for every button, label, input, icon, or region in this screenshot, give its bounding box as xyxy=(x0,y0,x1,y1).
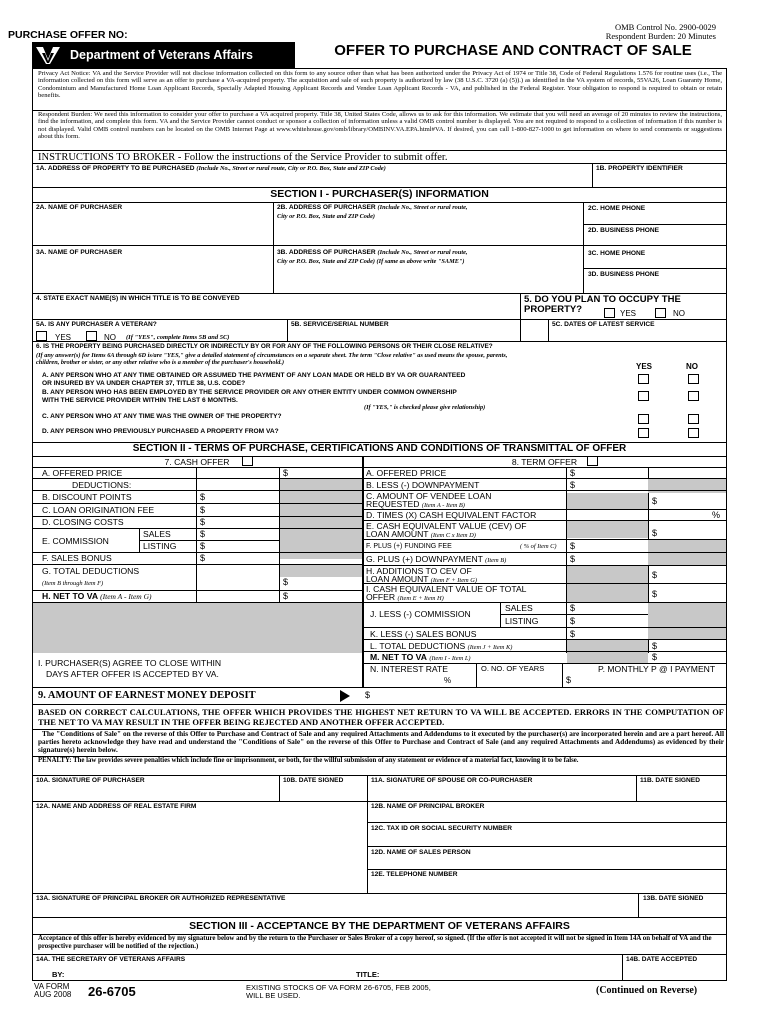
term-l-dollar: $ xyxy=(652,641,658,651)
occupy-yes-checkbox[interactable] xyxy=(604,308,615,318)
cash-h-label: H. NET TO VA (Item A - Item G) xyxy=(42,591,152,601)
term-j-listing-dollar: $ xyxy=(570,616,576,626)
item-6a-no-checkbox[interactable] xyxy=(688,374,699,384)
term-d-percent: % xyxy=(712,510,721,520)
item-5-label: 5. DO YOU PLAN TO OCCUPY THE PROPERTY? xyxy=(524,294,681,315)
term-i-dollar: $ xyxy=(652,589,658,599)
omb-control: OMB Control No. 2900-0029 xyxy=(614,22,716,32)
existing-stocks-note: EXISTING STOCKS OF VA FORM 26-6705, FEB 2005, WILL BE USED. xyxy=(246,983,431,1000)
arrow-right-icon xyxy=(340,690,350,702)
term-k-dollar: $ xyxy=(570,629,576,639)
item-6-hint-2: children, brother or sister, or any other relative who is a member of the purchaser's household.) xyxy=(36,359,285,366)
item-6b-label: B. ANY PERSON WHO HAS BEEN EMPLOYED BY THE SERVICE PROVIDER OR ANY OTHER ENTITY UNDER COMMON OWNERSHIP WITH THE SERVICE PROVIDER WITHIN THE LAST 6 MONTHS. xyxy=(42,389,457,404)
term-d-label: D. TIMES (X) CASH EQUIVALENT FACTOR xyxy=(366,510,537,520)
item-6d-yes-checkbox[interactable] xyxy=(638,428,649,438)
term-c-dollar: $ xyxy=(652,496,658,506)
veteran-no-label: NO xyxy=(104,333,116,342)
term-b-label: B. LESS (-) DOWNPAYMENT xyxy=(366,480,480,490)
cash-a-dollar: $ xyxy=(283,468,289,478)
privacy-notice: Privacy Act Notice: VA and the Service Provider will not disclose information collected on this form to any source other than what has been authorized under the Privacy Act of 1974 or Title 38, Code of Federal Regulations 1.576 for routine uses (i.e., The information collected on this form will serve as an offer to purchase a VA-acquired property. The acquisition and sale of such property is authorized by law (38 U.S.C. 3720 (a) (5)).) as identified in the VA system of records, 55VA26, Loan Guaranty Home, Condominium and Manufactured Home Loan Applicant Records, Specially Adapted Housing Applicant Records and Vendee Loan Applicant Records - VA, and published in the Federal Register. Your obligation to respond is required to obtain or retain benefits. xyxy=(38,70,722,100)
item-13a-label: 13A. SIGNATURE OF PRINCIPAL BROKER OR AUTHORIZED REPRESENTATIVE xyxy=(36,895,286,902)
cash-a-label: A. OFFERED PRICE xyxy=(42,468,123,478)
term-c-label: C. AMOUNT OF VENDEE LOAN REQUESTED (Item A - Item B) xyxy=(366,491,492,509)
term-a-label: A. OFFERED PRICE xyxy=(366,468,447,478)
term-p-label: P. MONTHLY P @ I PAYMENT xyxy=(598,664,716,674)
cash-c-dollar: $ xyxy=(200,505,206,515)
term-f-hint: ( % of Item C) xyxy=(520,543,557,550)
item-5b-label: 5B. SERVICE/SERIAL NUMBER xyxy=(291,321,389,328)
term-i-label: I. CASH EQUIVALENT VALUE OF TOTAL OFFER (Item E + Item H) xyxy=(366,584,527,602)
item-12a-label: 12A. NAME AND ADDRESS OF REAL ESTATE FIRM xyxy=(36,803,197,810)
term-j-sales-dollar: $ xyxy=(570,603,576,613)
cash-b-label: B. DISCOUNT POINTS xyxy=(42,492,132,502)
respondent-burden: Respondent Burden: 20 Minutes xyxy=(605,31,716,41)
occupy-yes-label: YES xyxy=(620,309,637,318)
item-10a-label: 10A. SIGNATURE OF PURCHASER xyxy=(36,777,145,784)
cash-d-label: D. CLOSING COSTS xyxy=(42,517,124,527)
item-2d-label: 2D. BUSINESS PHONE xyxy=(588,227,660,234)
item-5c-label: 5C. DATES OF LATEST SERVICE xyxy=(552,321,655,328)
term-b-dollar: $ xyxy=(570,480,576,490)
item-4-label: 4. STATE EXACT NAME(S) IN WHICH TITLE IS TO BE CONVEYED xyxy=(36,295,240,302)
cash-f-dollar: $ xyxy=(200,553,206,563)
earnest-money-label: 9. AMOUNT OF EARNEST MONEY DEPOSIT xyxy=(38,690,256,701)
term-j-listing: LISTING xyxy=(505,616,539,626)
cash-d-dollar: $ xyxy=(200,517,206,527)
term-g-dollar: $ xyxy=(570,554,576,564)
cash-shade-2 xyxy=(33,602,362,653)
item-6-label: 6. IS THE PROPERTY BEING PURCHASED DIRECTLY OR INDIRECTLY BY OR FOR ANY OF THE FOLLOWING PERSONS OR THEIR CLOSE RELATIVE? xyxy=(36,343,493,350)
item-6d-label: D. ANY PERSON WHO PREVIOUSLY PURCHASED A PROPERTY FROM VA? xyxy=(42,428,279,435)
item-5a-hint: (If "YES", complete Items 5B and 5C) xyxy=(126,334,230,341)
item-3b-label: 3B. ADDRESS OF PURCHASER (Include No., Street or rural route, City or P.O. Box, State and ZIP Code) (If same as above write "SAME") xyxy=(277,249,468,265)
item-14a-label: 14A. THE SECRETARY OF VETERANS AFFAIRS xyxy=(36,956,186,963)
conditions-notice: The "Conditions of Sale" on the reverse of this Offer to Purchase and Contract of Sale and any required Attachments and Addendums to it executed by the purchaser(s) are incorporated herein and are a part hereof. All parties hereto acknowledge they have read and understand the "Conditions of Sale" on the reverse of this Offer to Purchase and Contract of Sale (and any required Attachments and Addendums) as evidenced by their signature(s) herein below. xyxy=(38,729,724,754)
cash-g-dollar: $ xyxy=(283,577,289,587)
term-shade-c xyxy=(567,493,648,509)
cash-h-dollar: $ xyxy=(283,591,289,601)
cash-shade-3 xyxy=(279,565,362,577)
term-p-dollar: $ xyxy=(566,675,572,685)
item-12e-label: 12E. TELEPHONE NUMBER xyxy=(371,871,458,878)
cash-deductions-label: DEDUCTIONS: xyxy=(72,480,132,490)
form-title: OFFER TO PURCHASE AND CONTRACT OF SALE xyxy=(334,42,692,59)
item-11a-label: 11A. SIGNATURE OF SPOUSE OR CO-PURCHASER xyxy=(371,777,533,784)
cash-c-label: C. LOAN ORIGINATION FEE xyxy=(42,505,155,515)
item-6-no-header: NO xyxy=(686,362,698,371)
term-shade-lm xyxy=(567,640,648,664)
term-f-dollar: $ xyxy=(570,541,576,551)
va-form-id: VA FORM AUG 2008 xyxy=(34,982,72,999)
item-12b-label: 12B. NAME OF PRINCIPAL BROKER xyxy=(371,803,485,810)
term-l-label: L. TOTAL DEDUCTIONS (Item J + Item K) xyxy=(370,641,513,651)
cash-e-sales: SALES xyxy=(143,529,171,539)
term-h-dollar: $ xyxy=(652,570,658,580)
omb-block xyxy=(516,23,716,41)
item-3a-label: 3A. NAME OF PURCHASER xyxy=(36,249,123,256)
item-6c-yes-checkbox[interactable] xyxy=(638,414,649,424)
item-13b-label: 13B. DATE SIGNED xyxy=(643,895,704,902)
item-12c-label: 12C. TAX ID OR SOCIAL SECURITY NUMBER xyxy=(371,825,513,832)
item-12d-label: 12D. NAME OF SALES PERSON xyxy=(371,849,471,856)
cash-e-label: E. COMMISSION xyxy=(42,536,109,546)
broker-instructions: INSTRUCTIONS TO BROKER - Follow the instructions of the Service Provider to submit offer. xyxy=(38,152,448,163)
occupy-no-label: NO xyxy=(673,309,685,318)
purchase-offer-label: PURCHASE OFFER NO: xyxy=(8,29,128,41)
item-6b-yes-checkbox[interactable] xyxy=(638,391,649,401)
veteran-yes-label: YES xyxy=(55,333,72,342)
item-1b-label: 1B. PROPERTY IDENTIFIER xyxy=(596,165,683,172)
term-g-label: G. PLUS (+) DOWNPAYMENT (Item B) xyxy=(366,554,507,564)
term-shade-e xyxy=(567,520,648,538)
term-f-label: F. PLUS (+) FUNDING FEE xyxy=(366,543,452,550)
close-within-label: I. PURCHASER(S) AGREE TO CLOSE WITHIN DAYS AFTER OFFER IS ACCEPTED BY VA. xyxy=(38,658,222,679)
item-6-yes-header: YES xyxy=(636,362,653,371)
term-e-dollar: $ xyxy=(652,528,658,538)
item-2c-label: 2C. HOME PHONE xyxy=(588,205,646,212)
cash-e-sales-dollar: $ xyxy=(200,529,206,539)
term-o-label: O. NO. OF YEARS xyxy=(481,664,545,673)
cash-g-hint: (Item B through Item F) xyxy=(42,580,104,587)
term-j-label: J. LESS (-) COMMISSION xyxy=(370,609,471,619)
section-3-title: SECTION III - ACCEPTANCE BY THE DEPARTMENT OF VETERANS AFFAIRS xyxy=(189,920,570,932)
agency-name: Department of Veterans Affairs xyxy=(70,48,253,62)
item-6b-no-checkbox[interactable] xyxy=(688,391,699,401)
item-6c-label: C. ANY PERSON WHO AT ANY TIME WAS THE OWNER OF THE PROPERTY? xyxy=(42,413,282,420)
cash-b-dollar: $ xyxy=(200,492,206,502)
term-k-label: K. LESS (-) SALES BONUS xyxy=(370,629,477,639)
penalty-notice: PENALTY: The law provides severe penalties which include fine or imprisonment, or both, for the willful submission of any statement or evidence of a material fact, knowing it to be false. xyxy=(38,757,579,764)
term-shade-jk xyxy=(648,602,726,639)
item-3c-label: 3C. HOME PHONE xyxy=(588,250,646,257)
term-offer-checkbox[interactable] xyxy=(587,456,598,466)
va-logo-icon xyxy=(34,44,64,66)
item-5a-label: 5A. IS ANY PURCHASER A VETERAN? xyxy=(36,321,157,328)
cash-e-listing: LISTING xyxy=(143,541,177,551)
item-1a-label: 1A. ADDRESS OF PROPERTY TO BE PURCHASED (Include No., Street or rural route, City or P.O. Box, State and ZIP Code) xyxy=(36,165,386,172)
veteran-yes-checkbox[interactable] xyxy=(36,331,47,341)
term-j-sales: SALES xyxy=(505,603,533,613)
term-m-label: M. NET TO VA (Item I - Item L) xyxy=(370,652,471,662)
item-6d-no-checkbox[interactable] xyxy=(688,428,699,438)
item-10b-label: 10B. DATE SIGNED xyxy=(283,777,344,784)
calculation-notice: BASED ON CORRECT CALCULATIONS, THE OFFER WHICH PROVIDES THE HIGHEST NET RETURN TO VA WILL BE ACCEPTED. ERRORS IN THE COMPUTATION OF THE NET TO VA MAY RESULT IN THE OFFER BEING REJECTED AND ANOTHER OFFER ACCEPTED. xyxy=(38,707,724,727)
item-6b-hint: (If "YES," is checked please give relationship) xyxy=(364,404,486,411)
term-m-dollar: $ xyxy=(652,652,658,662)
acceptance-notice: Acceptance of this offer is hereby evidenced by my signature below and by the return to the Purchaser or Sales Broker of a copy hereof, so signed. (If the offer is not accepted it will not be signed in Item 14A on behalf of VA and the prospective purchaser will be notified of the rejection.) xyxy=(38,935,712,950)
term-e-label: E. CASH EQUIVALENT VALUE (CEV) OF LOAN AMOUNT (Item C x Item D) xyxy=(366,521,527,539)
title-label: TITLE: xyxy=(356,970,380,979)
cash-f-label: F. SALES BONUS xyxy=(42,553,112,563)
cash-e-listing-dollar: $ xyxy=(200,541,206,551)
section-2-title: SECTION II - TERMS OF PURCHASE, CERTIFICATIONS AND CONDITIONS OF TRANSMITTAL OF OFFER xyxy=(132,443,627,454)
cash-offer-header: 7. CASH OFFER xyxy=(164,457,230,467)
item-3d-label: 3D. BUSINESS PHONE xyxy=(588,271,660,278)
term-offer-header: 8. TERM OFFER xyxy=(511,457,578,467)
term-n-percent: % xyxy=(444,676,452,685)
burden-notice: Respondent Burden: We need this information to consider your offer to purchase a VA acquired property. Title 38, United States Code, allows us to ask for this information. We estimate that you will need an average of 20 minutes to review the instructions, find the information, and complete this form. VA and the Service Provider cannot conduct or sponsor a collection of information unless a valid OMB control number is displayed. You are not required to respond to a collection of information if this number is not displayed. Valid OMB control numbers can be located on the OMB Internet Page at www.whitehouse.gov/omb/library/OMBINV.VA.EPA.html#VA. If desired, you can call 1-800-827-1000 to get information on where to send comments or suggestions about this form. xyxy=(38,111,722,141)
item-11b-label: 11B. DATE SIGNED xyxy=(640,777,700,784)
term-h-label: H. ADDITIONS TO CEV OF LOAN AMOUNT (Item F + Item G) xyxy=(366,566,477,584)
agency-banner xyxy=(32,42,295,68)
veteran-no-checkbox[interactable] xyxy=(86,331,97,341)
occupy-no-checkbox[interactable] xyxy=(655,308,666,318)
earnest-money-dollar: $ xyxy=(365,690,371,700)
item-6c-no-checkbox[interactable] xyxy=(688,414,699,424)
term-a-dollar: $ xyxy=(570,468,576,478)
cash-offer-checkbox[interactable] xyxy=(242,456,253,466)
item-6-hint-1: (If any answer(s) for Items 6A through 6D is/are "YES," give a detailed statement of circumstances on a separate sheet. The term "Close relative" as used means the spouse, parents, xyxy=(36,352,508,359)
section-1-title: SECTION I - PURCHASER(S) INFORMATION xyxy=(270,188,489,200)
item-6a-label: A. ANY PERSON WHO AT ANY TIME OBTAINED OR ASSUMED THE PAYMENT OF ANY LOAN MADE OR HELD BY VA OR GUARANTEED OR INSURED BY VA UNDER CHAPTER 37, TITLE 38, U.S. CODE? xyxy=(42,372,466,387)
by-label: BY: xyxy=(52,970,65,979)
item-6a-yes-checkbox[interactable] xyxy=(638,374,649,384)
continued-on-reverse: (Continued on Reverse) xyxy=(596,985,698,996)
item-2a-label: 2A. NAME OF PURCHASER xyxy=(36,204,123,211)
term-n-label: N. INTEREST RATE xyxy=(370,664,448,674)
form-number: 26-6705 xyxy=(88,984,136,999)
item-2b-label: 2B. ADDRESS OF PURCHASER (Include No., Street or rural route, City or P.O. Box, State and ZIP Code) xyxy=(277,204,468,220)
item-14b-label: 14B. DATE ACCEPTED xyxy=(626,956,698,963)
cash-g-label: G. TOTAL DEDUCTIONS xyxy=(42,566,140,576)
